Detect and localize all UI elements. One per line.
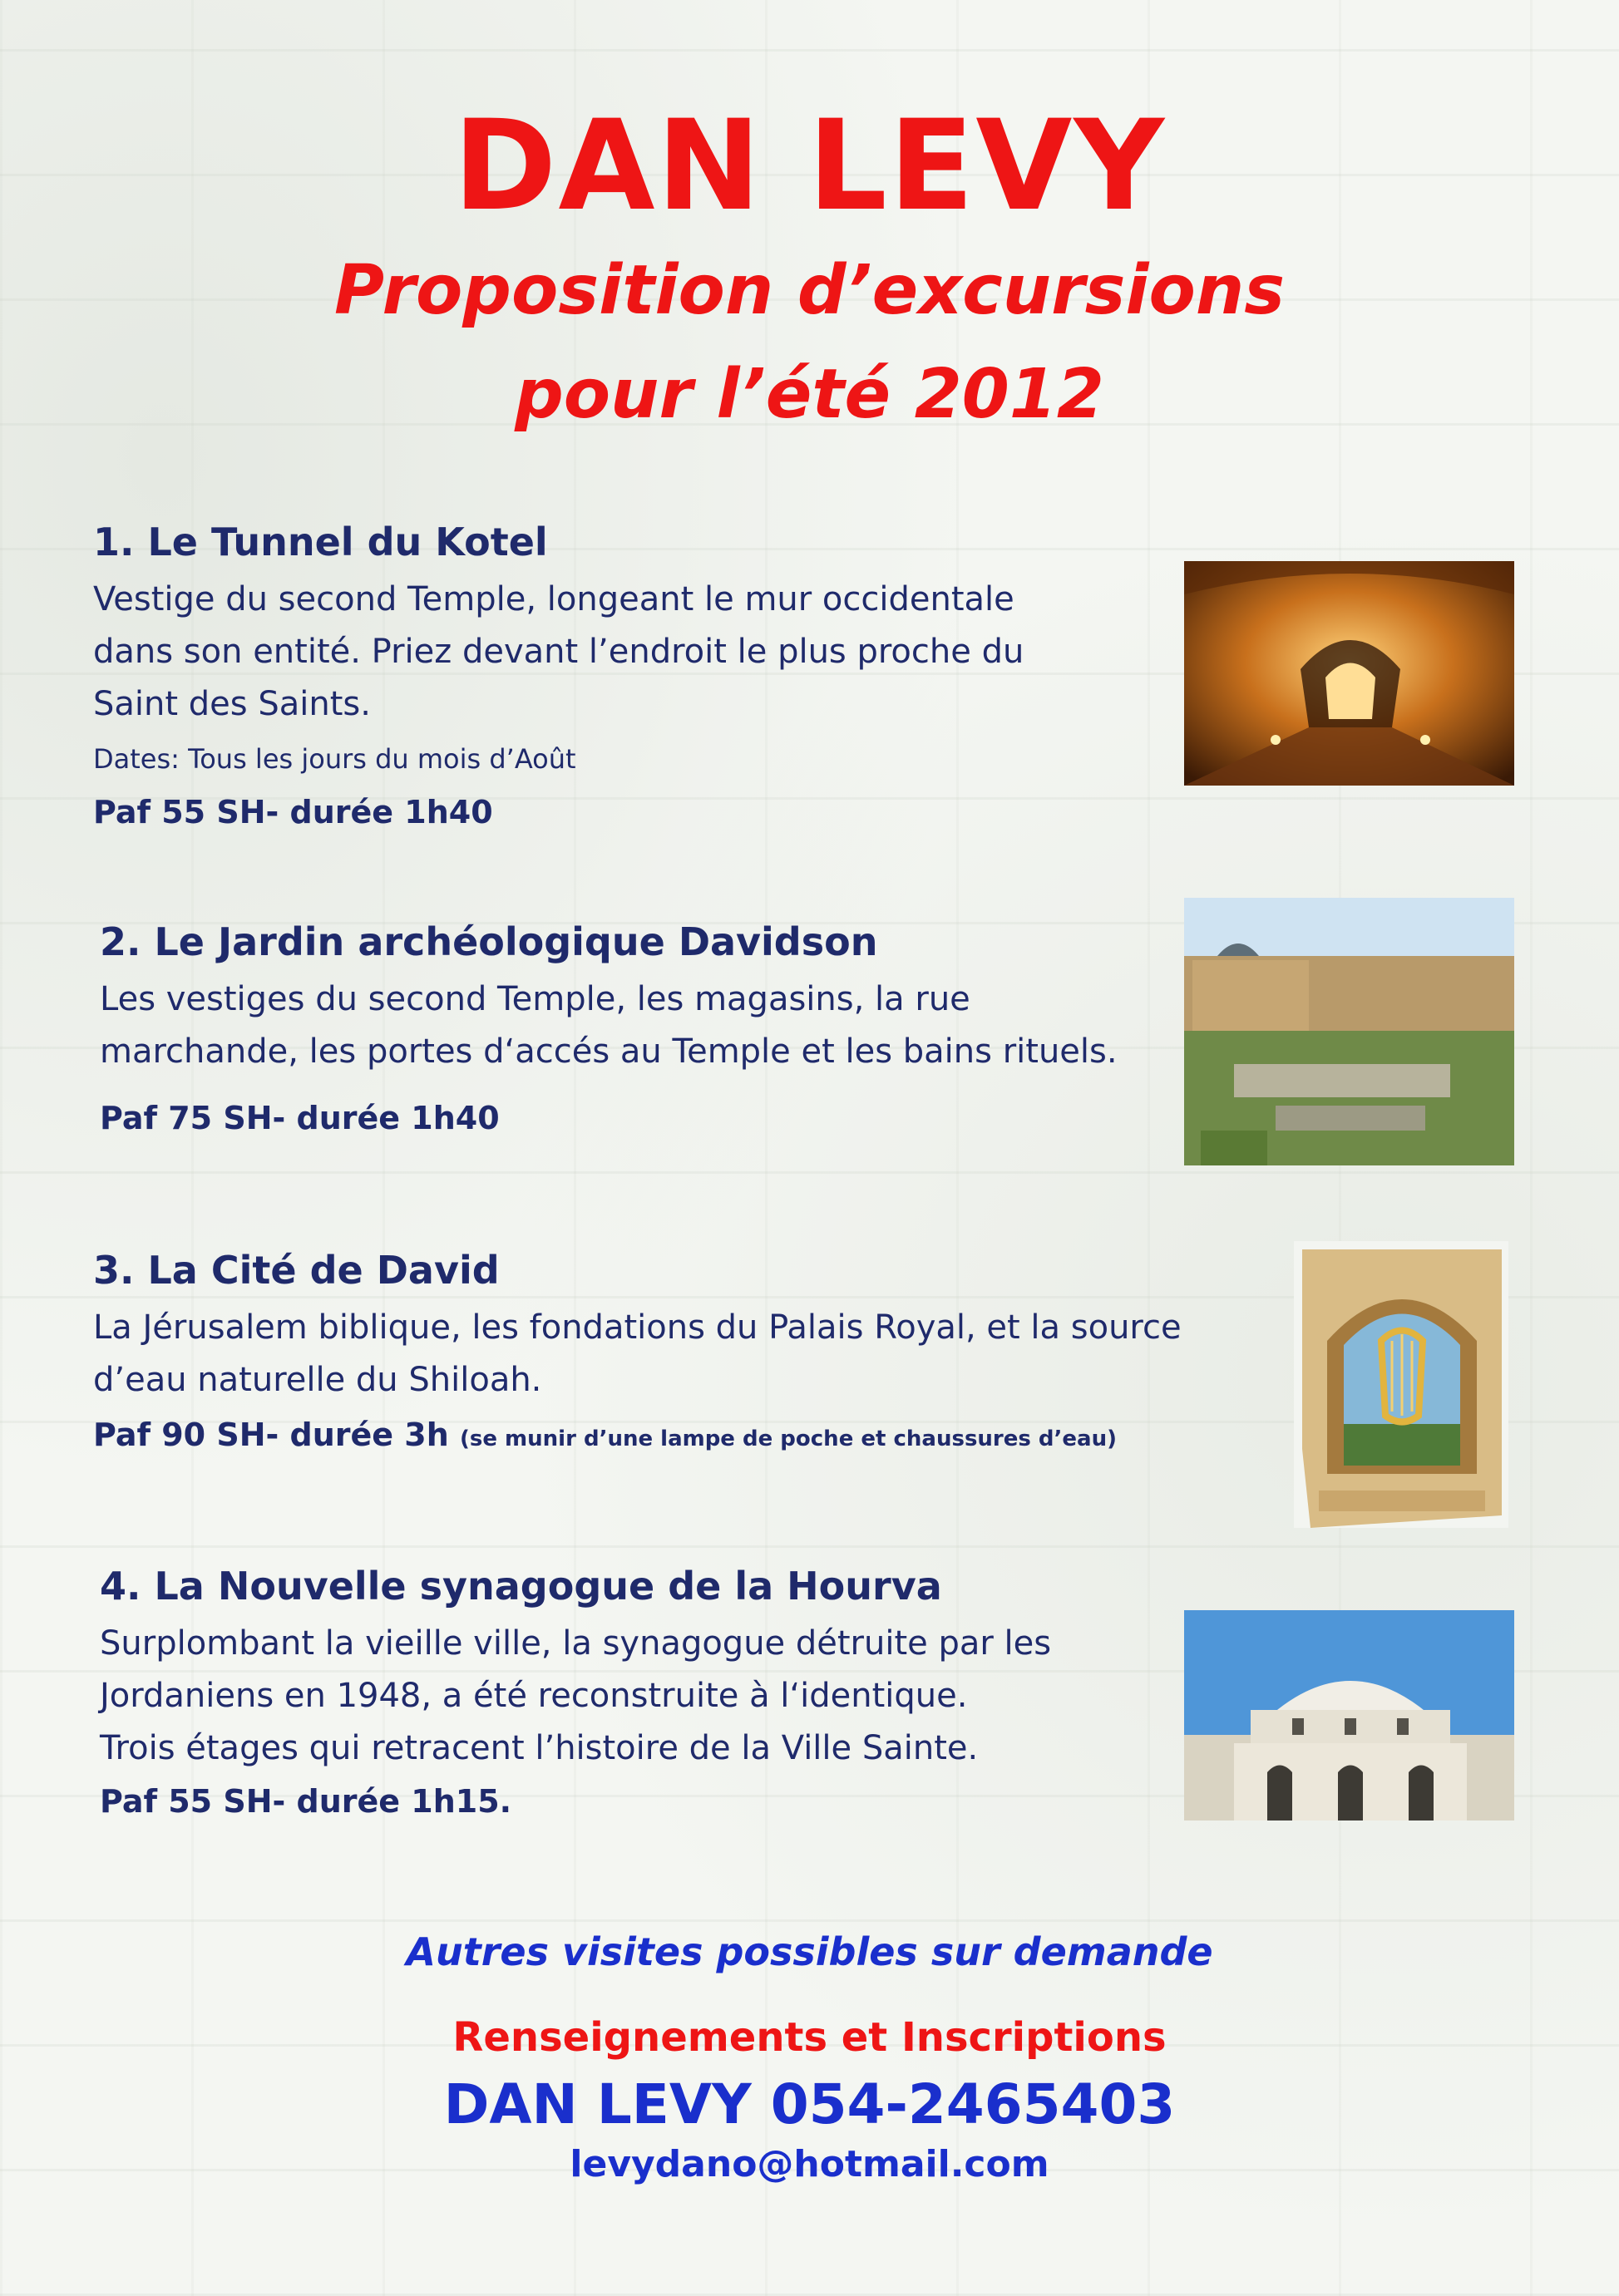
- section-3-price-note: (se munir d’une lampe de poche et chaussures d’eau): [460, 1426, 1117, 1451]
- section-2-description: [100, 973, 1118, 1078]
- section-1-dates: Dates: Tous les jours du mois d’Août: [93, 743, 576, 775]
- section-1-line-1: Vestige du second Temple, longeant le mur occidentale: [93, 580, 1014, 618]
- other-visits-note: Autres visites possibles sur demande: [406, 1929, 1213, 1974]
- section-4-description: [100, 1618, 1051, 1775]
- section-2: [100, 919, 1118, 1138]
- section-1-price: Paf 55 SH- durée 1h40: [93, 794, 493, 830]
- contact-phone: DAN LEVY 054-2465403: [443, 2072, 1176, 2136]
- archaeological-garden-photo: [1184, 898, 1514, 1165]
- section-3-title: 3. La Cité de David: [93, 1248, 500, 1293]
- section-3-line-1: La Jérusalem biblique, les fondations du Palais Royal, et la source: [93, 1308, 1182, 1347]
- section-4-line-1: Surplombant la vieille ville, la synagogue détruite par les: [100, 1624, 1052, 1663]
- section-4-line-2: Jordaniens en 1948, a été reconstruite à l‘identique.: [100, 1677, 968, 1715]
- section-2-title: 2. Le Jardin archéologique Davidson: [100, 919, 878, 964]
- hurva-synagogue-photo: [1184, 1610, 1514, 1821]
- tunnel-photo: [1184, 561, 1514, 786]
- section-4-line-3: Trois étages qui retracent l’histoire de la Ville Sainte.: [100, 1729, 979, 1767]
- section-4-price: Paf 55 SH- durée 1h15.: [100, 1783, 512, 1820]
- info-label: Renseignements et Inscriptions: [452, 2014, 1167, 2061]
- section-2-line-1: Les vestiges du second Temple, les magasins, la rue: [100, 980, 970, 1018]
- section-1-line-3: Saint des Saints.: [93, 685, 371, 723]
- section-1-title: 1. Le Tunnel du Kotel: [93, 520, 548, 564]
- section-1-line-2: dans son entité. Priez devant l’endroit le plus proche du: [93, 633, 1024, 671]
- city-of-david-harp-photo: [1294, 1241, 1508, 1528]
- section-3-price: [93, 1415, 1182, 1459]
- section-3-line-2: d’eau naturelle du Shiloah.: [93, 1361, 542, 1399]
- section-4: [100, 1563, 1051, 1821]
- section-2-price: Paf 75 SH- durée 1h40: [100, 1100, 500, 1136]
- subtitle-line-1: Proposition d’excursions: [333, 251, 1286, 330]
- section-2-line-2: marchande, les portes d‘accés au Temple et les bains rituels.: [100, 1032, 1118, 1071]
- section-3-price-value: Paf 90 SH- durée 3h: [93, 1417, 449, 1453]
- subtitle-line-2: pour l’été 2012: [515, 355, 1104, 434]
- contact-email[interactable]: levydano@hotmail.com: [570, 2143, 1049, 2185]
- page-title: DAN LEVY: [452, 94, 1167, 239]
- section-4-title: 4. La Nouvelle synagogue de la Hourva: [100, 1564, 942, 1609]
- section-3-description: [93, 1302, 1182, 1407]
- section-1: [93, 519, 1024, 832]
- section-3: [93, 1247, 1182, 1459]
- section-1-description: [93, 574, 1024, 731]
